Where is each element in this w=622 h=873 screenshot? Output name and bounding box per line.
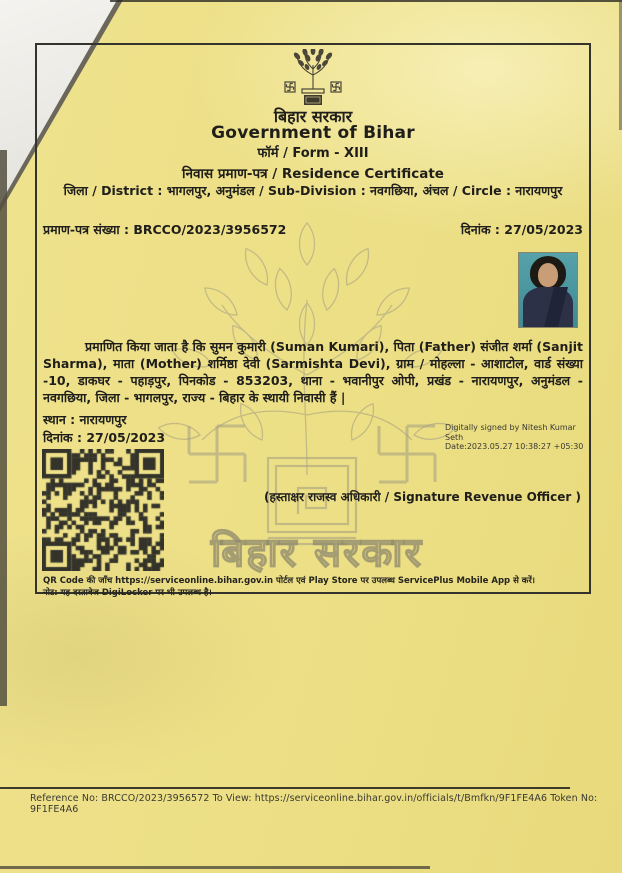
certificate-number: प्रमाण-पत्र संख्या : BRCCO/2023/3956572 [43, 222, 287, 237]
scan-edge-left [0, 150, 7, 706]
swastika-watermark-left [182, 419, 252, 493]
swastika-watermark-right [372, 419, 442, 493]
issue-date-top: दिनांक : 27/05/2023 [460, 222, 583, 237]
digital-signature-line2: Date:2023.05.27 10:38:27 +05:30 [445, 442, 584, 451]
qr-verification-note: QR Code की जाँच https://serviceonline.bihar.gov.in पोर्टल एवं Play Store पर उपलब्ध ServicePlus Mobile App से करें। [43, 576, 536, 586]
certificate-title: निवास प्रमाण-पत्र / Residence Certificate [182, 166, 444, 182]
issue-place: स्थान : नारायणपुर [43, 412, 127, 427]
applicant-photo [518, 252, 578, 328]
watermark-text: बिहार सरकार [211, 530, 423, 576]
certificate-meta-row [43, 221, 583, 238]
qr-code [42, 449, 164, 571]
digital-signature-line1: Digitally signed by Nitesh Kumar Seth [445, 423, 576, 442]
digilocker-note: नोट: यह दस्तावेज DigiLocker पर भी उपलब्ध है। [43, 588, 212, 598]
issue-date: दिनांक : 27/05/2023 [43, 430, 166, 445]
paper-fold-line [0, 787, 570, 789]
digital-signature [445, 423, 589, 452]
bihar-emblem-icon [37, 49, 589, 111]
photo-face [538, 263, 558, 287]
certificate-border [35, 43, 591, 598]
government-name-hindi: बिहार सरकार [273, 107, 353, 126]
reference-footer: Reference No: BRCCO/2023/3956572 To View: https://serviceonline.bihar.gov.in/officials/t/Bmfkn/9F1FE4A6 Token No: 9F1FE4A6 [30, 793, 598, 815]
scan-edge-bottom [0, 866, 430, 869]
signature-revenue-officer: (हस्ताक्षर राजस्व अधिकारी / Signature Revenue Officer ) [264, 490, 581, 504]
government-name-english: Government of Bihar [211, 123, 415, 143]
certificate-statement: प्रमाणित किया जाता है कि सुमन कुमारी (Suman Kumari), पिता (Father) संजीत शर्मा (Sanjit Sharma), माता (Mother) शर्मिष्ठा देवी (Sarmishta Devi), ग्राम / मोहल्ला - आशाटोल, वार्ड संख्या -10, डाकघर - पहाड़पुर, पिनकोड - 853203, थाना - भवानीपुर ओपी, प्रखंड - नारायणपुर, अनुमंडल - नवगछिया, जिला - भागलपुर, राज्य - बिहार के स्थायी निवासी हैं | [43, 339, 583, 405]
scan-edge-top [110, 0, 622, 2]
form-number: फॉर्म / Form - XIII [257, 146, 369, 161]
district-subdivision-circle: जिला / District : भागलपुर, अनुमंडल / Sub-Division : नवगछिया, अंचल / Circle : नारायणपुर [63, 183, 563, 198]
